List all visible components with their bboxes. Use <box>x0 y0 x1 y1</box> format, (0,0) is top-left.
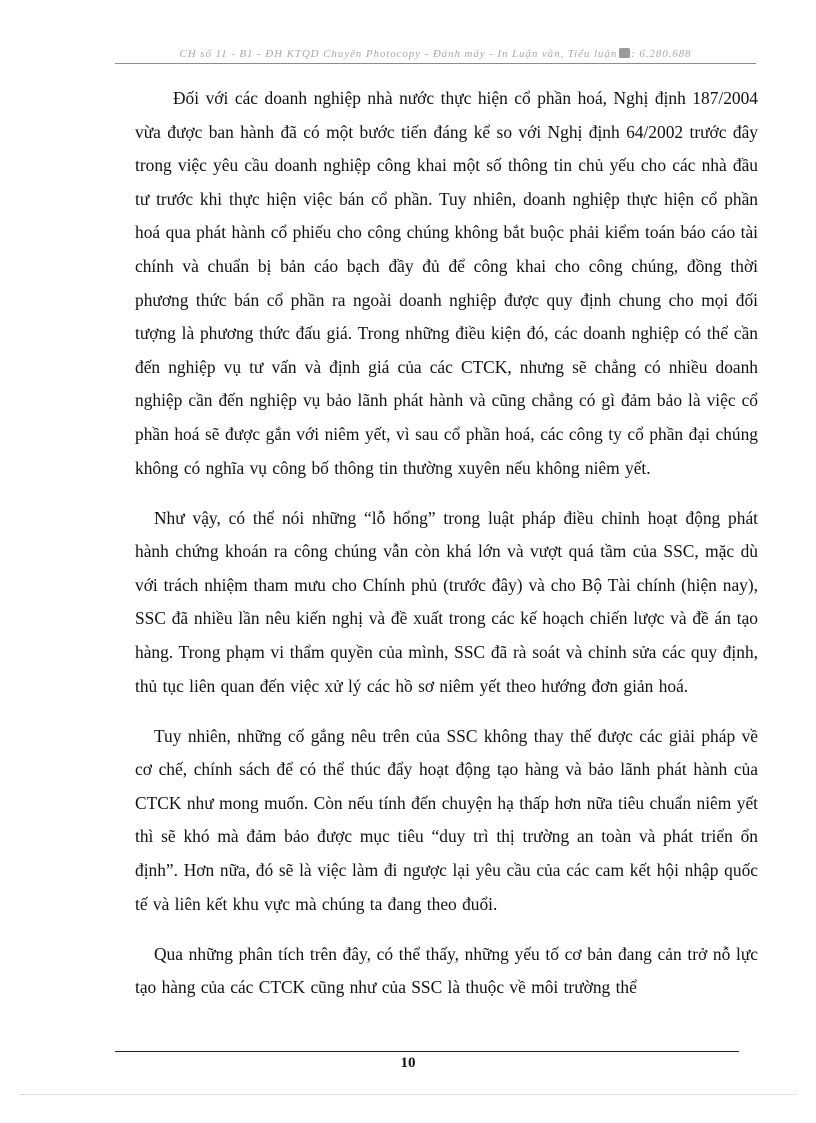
page-number: 10 <box>400 1055 416 1071</box>
paragraph: Qua những phân tích trên đây, có thể thấy, những yếu tố cơ bản đang cản trở nỗ lực tạo hàng của các CTCK cũng như của SSC là thuộc về môi trường thể <box>135 943 758 998</box>
header-phone-number: : 6.280.688 <box>631 48 692 60</box>
body-text <box>135 82 758 1021</box>
paragraph: Như vậy, có thể nói những “lỗ hổng” trong luật pháp điều chỉnh hoạt động phát hành chứng khoán ra công chúng vẫn còn khá lớn và vượt quá tầm của SSC, mặc dù với trách nhiệm tham mưu cho Chính phủ (trước đây) và cho Bộ Tài chính (hiện nay), SSC đã nhiều lần nêu kiến nghị và đề xuất trong các kế hoạch chiến lược và đề án tạo hàng. Trong phạm vi thẩm quyền của mình, SSC đã rà soát và chỉnh sửa các quy định, thủ tục liên quan đến việc xử lý các hồ sơ niêm yết theo hướng đơn giản hoá. <box>135 507 758 696</box>
running-header <box>115 47 756 61</box>
page-bottom-border <box>20 1094 796 1095</box>
paragraph: Tuy nhiên, những cố gắng nêu trên của SSC không thay thế được các giải pháp về cơ chế, chính sách để có thể thúc đẩy hoạt động tạo hàng và bảo lãnh phát hành của CTCK như mong muốn. Còn nếu tính đến chuyện hạ thấp hơn nữa tiêu chuẩn niêm yết thì sẽ khó mà đảm bảo được mục tiêu “duy trì thị trường an toàn và phát triển ổn định”. Hơn nữa, đó sẽ là việc làm đi ngược lại yêu cầu của các cam kết hội nhập quốc tế và liên kết khu vực mà chúng ta đang theo đuổi. <box>135 725 758 914</box>
footer-divider <box>115 1051 739 1052</box>
header-text: CH số 11 - B1 - ĐH KTQD Chuyên Photocopy - Đánh máy - In Luận văn, Tiểu luận <box>179 48 618 60</box>
paragraph: Đối với các doanh nghiệp nhà nước thực hiện cổ phần hoá, Nghị định 187/2004 vừa được ban hành đã có một bước tiến đáng kể so với Nghị định 64/2002 trước đây trong việc yêu cầu doanh nghiệp công khai một số thông tin chủ yếu cho các nhà đầu tư trước khi thực hiện việc bán cổ phần. Tuy nhiên, doanh nghiệp thực hiện cổ phần hoá qua phát hành cổ phiếu cho công chúng không bắt buộc phải kiểm toán báo cáo tài chính và chuẩn bị bản cáo bạch đầy đủ để công khai cho công chúng, đồng thời phương thức bán cổ phần ra ngoài doanh nghiệp được quy định chung cho mọi đối tượng là phương thức đấu giá. Trong những điều kiện đó, các doanh nghiệp có thể cần đến nghiệp vụ tư vấn và định giá của các CTCK, nhưng sẽ chẳng có nhiều doanh nghiệp cần đến nghiệp vụ bảo lãnh phát hành và cũng chẳng có gì đảm bảo là việc cổ phần hoá sẽ được gắn với niêm yết, vì sau cổ phần hoá, các công ty cổ phần đại chúng không có nghĩa vụ công bố thông tin thường xuyên nếu không niêm yết. <box>135 88 758 478</box>
header-divider <box>115 63 756 64</box>
phone-icon <box>619 48 630 58</box>
